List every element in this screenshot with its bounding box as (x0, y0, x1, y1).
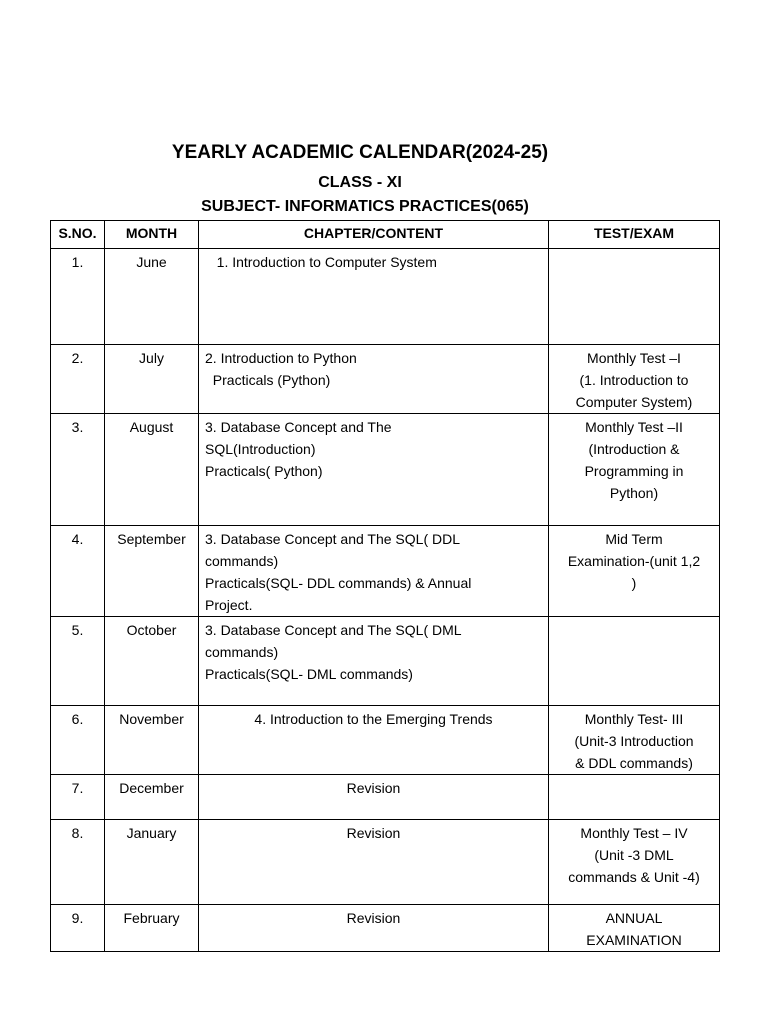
cell-sno: 4. (51, 526, 105, 617)
cell-month: September (105, 526, 199, 617)
cell-test: ANNUAL EXAMINATION (549, 905, 720, 952)
cell-content: 3. Database Concept and The SQL(Introduction) Practicals( Python) (199, 414, 549, 526)
calendar-table (50, 220, 720, 952)
page-title: YEARLY ACADEMIC CALENDAR(2024-25) (171, 142, 549, 163)
cell-month: February (105, 905, 199, 952)
column-header-sno: S.NO. (51, 221, 105, 249)
cell-sno: 5. (51, 617, 105, 706)
cell-month: July (105, 345, 199, 414)
cell-sno: 9. (51, 905, 105, 952)
table-row (51, 905, 720, 952)
table-row (51, 706, 720, 775)
table-row (51, 617, 720, 706)
class-line: CLASS - XI (318, 174, 402, 191)
column-header-content: CHAPTER/CONTENT (199, 221, 549, 249)
cell-month: June (105, 249, 199, 345)
cell-sno: 6. (51, 706, 105, 775)
cell-content: Revision (199, 775, 549, 820)
cell-test: Monthly Test –I (1. Introduction to Computer System) (549, 345, 720, 414)
cell-sno: 8. (51, 820, 105, 905)
cell-content: 2. Introduction to Python Practicals (Python) (199, 345, 549, 414)
table-row (51, 775, 720, 820)
table-row (51, 820, 720, 905)
table-row (51, 345, 720, 414)
cell-month: January (105, 820, 199, 905)
table-row (51, 414, 720, 526)
cell-test (549, 775, 720, 820)
cell-month: December (105, 775, 199, 820)
cell-content: Revision (199, 820, 549, 905)
cell-sno: 7. (51, 775, 105, 820)
subject-line: SUBJECT- INFORMATICS PRACTICES(065) (201, 198, 529, 215)
table-row (51, 526, 720, 617)
column-header-month: MONTH (105, 221, 199, 249)
cell-test: Monthly Test –II (Introduction & Programming in Python) (549, 414, 720, 526)
cell-month: November (105, 706, 199, 775)
column-header-test: TEST/EXAM (549, 221, 720, 249)
cell-sno: 3. (51, 414, 105, 526)
cell-test: Monthly Test – IV (Unit -3 DML commands & Unit -4) (549, 820, 720, 905)
table-header-row (51, 221, 720, 249)
cell-sno: 2. (51, 345, 105, 414)
cell-test (549, 617, 720, 706)
cell-content: 1. Introduction to Computer System (199, 249, 549, 345)
cell-month: October (105, 617, 199, 706)
cell-test (549, 249, 720, 345)
cell-content: 4. Introduction to the Emerging Trends (199, 706, 549, 775)
table-row (51, 249, 720, 345)
cell-content: 3. Database Concept and The SQL( DDL commands) Practicals(SQL- DDL commands) & Annual Project. (199, 526, 549, 617)
cell-test: Mid Term Examination-(unit 1,2 ) (549, 526, 720, 617)
cell-month: August (105, 414, 199, 526)
cell-content: 3. Database Concept and The SQL( DML commands) Practicals(SQL- DML commands) (199, 617, 549, 706)
cell-test: Monthly Test- III (Unit-3 Introduction & DDL commands) (549, 706, 720, 775)
cell-sno: 1. (51, 249, 105, 345)
cell-content: Revision (199, 905, 549, 952)
